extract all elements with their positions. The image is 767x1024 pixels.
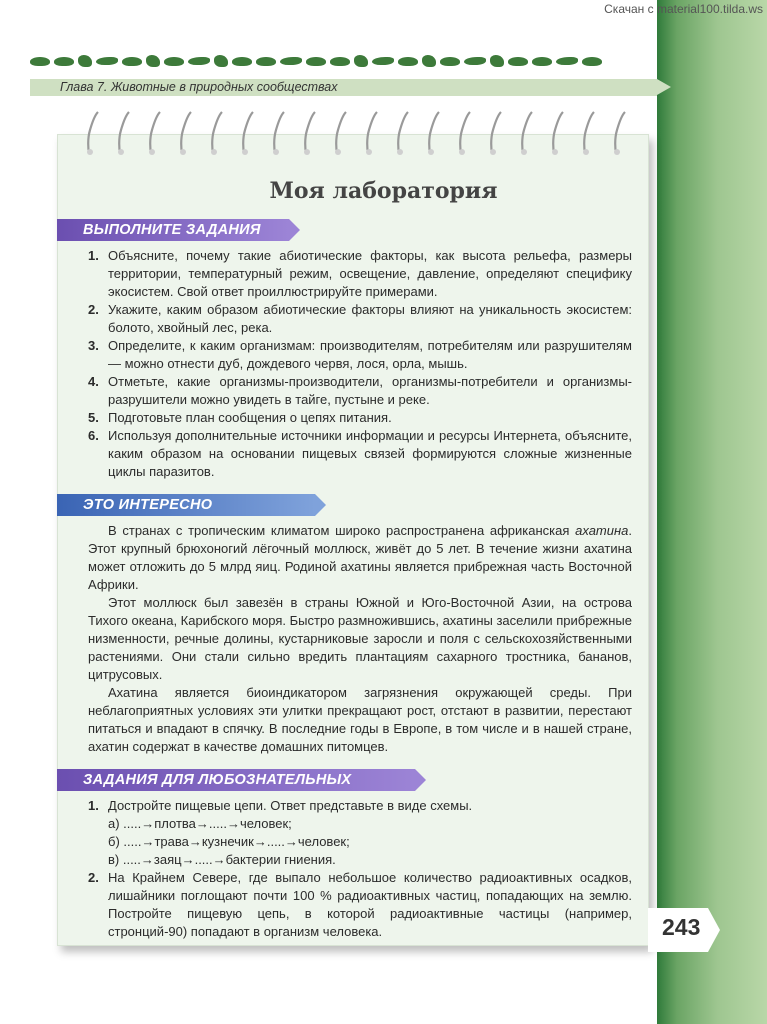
spiral-ring-icon bbox=[427, 110, 441, 156]
section-banner-curious bbox=[57, 769, 415, 791]
spiral-ring-icon bbox=[458, 110, 472, 156]
section-heading: ВЫПОЛНИТЕ ЗАДАНИЯ bbox=[83, 222, 261, 238]
spiral-ring-icon bbox=[551, 110, 565, 156]
page-number: 243 bbox=[662, 914, 701, 940]
spiral-ring-icon bbox=[179, 110, 193, 156]
list-item: 1. Объясните, почему такие абиотические факторы, как высота рельефа, размеры территории, температурный режим, освещение, давление, определяют специфику экосистем. Свой ответ проиллюстрируйте примерами. bbox=[88, 248, 632, 299]
spiral-ring-icon bbox=[210, 110, 224, 156]
spiral-ring-icon bbox=[272, 110, 286, 156]
spiral-ring-icon bbox=[148, 110, 162, 156]
paragraph: В странах с тропическим климатом широко распространена африканская ахатина. Этот крупный брюхоногий лёгочный моллюск, живёт до 5 лет. В течение жизни ахатина может отложить до 5 млрд яиц. Родиной ахатины является прибрежная часть Восточной Африки. bbox=[88, 523, 632, 592]
list-item: 3. Определите, к каким организмам: производителям, потребителям или разрушителям — можно отнести дуб, дождевого червя, лося, орла, мышь. bbox=[88, 338, 632, 371]
page-edge-green-strip bbox=[657, 0, 767, 1024]
section-heading: ЗАДАНИЯ ДЛЯ ЛЮБОЗНАТЕЛЬНЫХ bbox=[83, 772, 352, 788]
list-item: 2. Укажите, каким образом абиотические факторы влияют на уникальность экосистем: болото, хвойный лес, река. bbox=[88, 302, 632, 335]
list-item: 1. Достройте пищевые цепи. Ответ представьте в виде схемы. а) .....→плотва→.....→человек; б) .....→трава→кузнечик→.....→человек; в) .....→заяц→.....→бактерии гниения. bbox=[88, 797, 632, 869]
spiral-ring-icon bbox=[334, 110, 348, 156]
watermark: Скачан с material100.tilda.ws bbox=[604, 2, 763, 16]
spiral-ring-icon bbox=[365, 110, 379, 156]
paragraph: Ахатина является биоиндикатором загрязнения окружающей среды. При неблагоприятных условиях эти улитки прекращают рост, отстают в развитии, перестают питаться и впадают в спячку. В последние годы в Европе, в том числе и в нашей стране, ахатин содержат в качестве домашних питомцев. bbox=[88, 685, 632, 754]
paragraph: Этот моллюск был завезён в страны Южной и Юго-Восточной Азии, на острова Тихого океана, Карибского моря. Быстро размножившись, ахатины заселили прибрежные низменности, речные долины, кустарниковые заросли и поля с сельскохозяйственными растениями. Они стали сильно вредить плантациям сахарного тростника, бананов, цитрусовых. bbox=[88, 595, 632, 682]
section-banner-tasks bbox=[57, 219, 289, 241]
section-banner-interesting bbox=[57, 494, 315, 516]
spiral-ring-icon bbox=[489, 110, 503, 156]
interesting-text bbox=[88, 522, 632, 756]
spiral-ring-icon bbox=[241, 110, 255, 156]
spiral-ring-icon bbox=[613, 110, 627, 156]
food-chain-b: б) .....→трава→кузнечик→.....→человек; bbox=[108, 834, 350, 849]
list-item: 6. Используя дополнительные источники информации и ресурсы Интернета, объясните, каким образом на основании пищевых связей формируются сложные жизненные циклы паразитов. bbox=[88, 428, 632, 479]
list-item: 4. Отметьте, какие организмы-производители, организмы-потребители и организмы-разрушители можно увидеть в тайге, пустыне и реке. bbox=[88, 374, 632, 407]
page-title: Моя лаборатория bbox=[269, 178, 498, 204]
tasks-list bbox=[88, 247, 632, 481]
curious-tasks-list bbox=[88, 797, 632, 941]
animal-silhouettes-border bbox=[30, 50, 650, 72]
food-chain-c: в) .....→заяц→.....→бактерии гниения. bbox=[108, 852, 336, 867]
spiral-ring-icon bbox=[582, 110, 596, 156]
section-heading: ЭТО ИНТЕРЕСНО bbox=[83, 497, 213, 513]
spiral-ring-icon bbox=[396, 110, 410, 156]
spiral-binding bbox=[80, 110, 640, 158]
spiral-ring-icon bbox=[303, 110, 317, 156]
spiral-ring-icon bbox=[520, 110, 534, 156]
spiral-ring-icon bbox=[117, 110, 131, 156]
list-item: 2. На Крайнем Севере, где выпало небольшое количество радиоактивных осадков, лишайники поглощают почти 100 % радиоактивных частиц, попадающих на землю. Постройте пищевую цепь, в которой радиоактивные частицы (например, стронций-90) попадают в организм человека. bbox=[88, 870, 632, 939]
chapter-title: Глава 7. Животные в природных сообществах bbox=[60, 80, 338, 94]
food-chain-a: а) .....→плотва→.....→человек; bbox=[108, 816, 292, 831]
list-item: 5. Подготовьте план сообщения о цепях питания. bbox=[88, 410, 392, 425]
spiral-ring-icon bbox=[86, 110, 100, 156]
